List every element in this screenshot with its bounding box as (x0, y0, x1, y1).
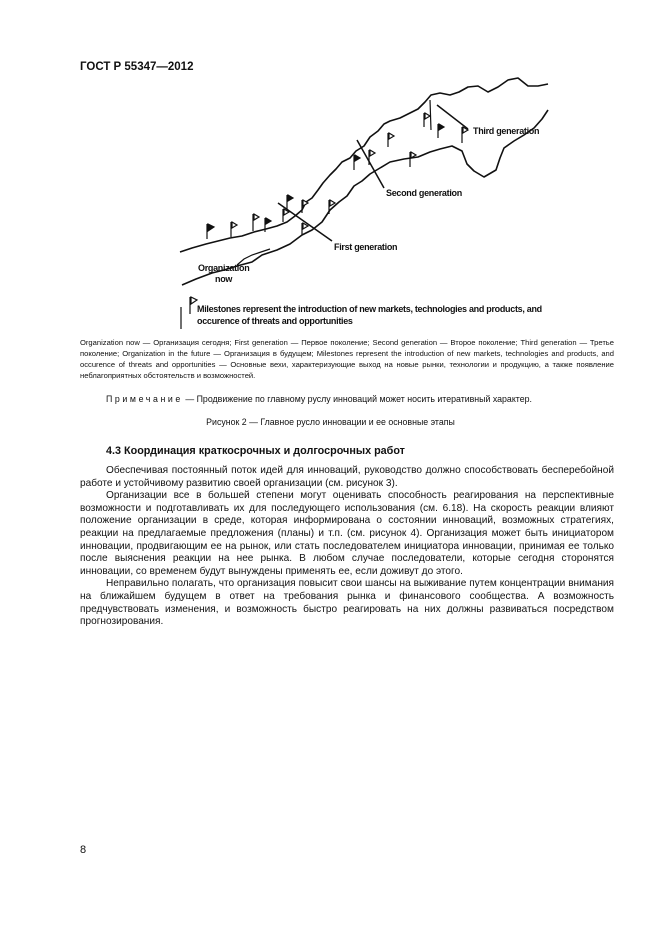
innovation-river-diagram (0, 0, 661, 340)
figure-title: Рисунок 2 — Главное русло инновации и ее основные этапы (206, 417, 455, 427)
label-organization-now-line1: Organization (198, 263, 250, 273)
milestone-flag-icon (438, 124, 444, 138)
milestone-flag-icon (354, 155, 360, 170)
standard-id: ГОСТ Р 55347—2012 (80, 61, 194, 73)
label-third-generation: Third generation (473, 126, 540, 136)
river-lower-bank (182, 110, 548, 285)
label-second-generation: Second generation (386, 188, 462, 198)
milestone-flag-icon (462, 127, 468, 143)
note-text: — Продвижение по главному руслу инноваций может носить итеративный характер. (182, 394, 532, 404)
milestone-flag-icon (253, 214, 259, 231)
milestone-flag-icon (424, 113, 430, 127)
milestone-flag-icon (231, 222, 237, 237)
page-number: 8 (80, 844, 87, 856)
milestone-flag-icon (283, 209, 289, 222)
innovation-mainstream-figure (0, 0, 661, 340)
milestones-legend: Milestones represent the introduction of new markets, technologies and products, and occurence of threats and opportunities (197, 304, 542, 326)
paragraph: Обеспечивая постоянный поток идей для инноваций, руководство должно способствовать бесперебойной работе и устойчивому развитию своей организации (см. рисунок 3). (80, 465, 614, 489)
milestone-flag-icon (388, 133, 394, 147)
label-organization-now-line2: now (215, 274, 233, 284)
milestone-flag-icon (410, 152, 416, 167)
figure-note (106, 394, 532, 404)
milestone-flags (181, 113, 468, 329)
legend-milestone-flag-icon (181, 297, 197, 329)
section-body (80, 465, 614, 629)
milestone-flag-icon (265, 218, 271, 232)
label-first-generation: First generation (334, 242, 398, 252)
milestone-flag-icon (207, 224, 214, 239)
milestone-flag-icon (287, 195, 293, 209)
section-title: 4.3 Координация краткосрочных и долгосрочных работ (106, 445, 405, 457)
third-generation-divider-left (430, 100, 431, 130)
paragraph: Организации все в большей степени могут оценивать способность реагирования на перспективные возможности и подготавливать их для последующего использования (см. 6.18). На скорость реакции влияют положение организации в среде, которая информирована о состоянии инноваций, возможных стратегиях, реакции на предлагаемые предложения (планы) и т.п. (см. рисунок 4). Организация может быть инициатором инновации, продвигающим ее на рынок, или стать последователем инициатора инновации, принимая ее только после выяснения реакции на нее рынка. В любом случае последователи, которые сегодня сторонятся инновации, со временем будут вынуждены применять ее, если доживут до этого. (80, 490, 614, 577)
paragraph: Неправильно полагать, что организация повысит свои шансы на выживание путем концентрации внимания на ближайшем будущем в ответ на требования рынка и финансового сообщества. А возможность предчувствовать изменения, и возможность быстро реагировать на них должны развиваться посредством прогнозирования. (80, 578, 614, 628)
figure-caption: Organization now — Организация сегодня; First generation — Первое поколение; Second generation — Второе поколение; Third generation — Третье поколение; Organization in the future — Организация в будущем; Milestones represent the introduction of new markets, technologies and products, and occurence of threats and opportunities — Основные вехи, характеризующие выход на новые рынки, технологии и продукцию, а также появление неблагоприятных обстоятельств и возможностей. (80, 338, 614, 380)
milestone-flag-icon (302, 200, 308, 213)
note-label: Примечание (106, 394, 183, 404)
